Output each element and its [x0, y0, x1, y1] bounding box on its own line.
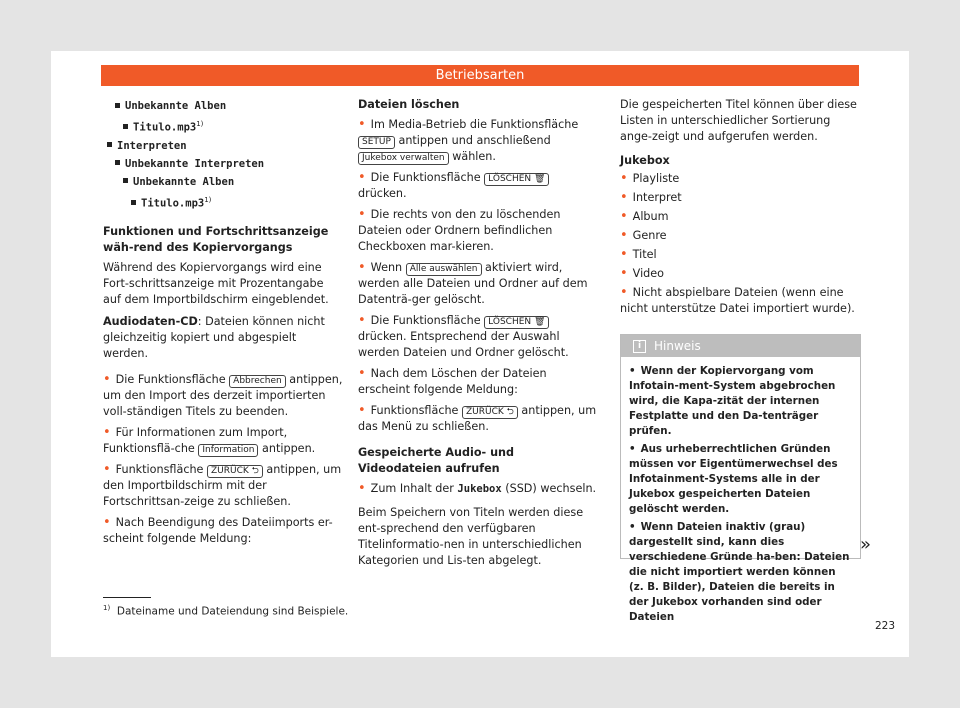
zurueck-button[interactable]: ZURÜCK ⮌ [462, 406, 518, 419]
bullet: • Funktionsfläche ZURÜCK ⮌ antippen, um den Importbildschirm mit der Fortschrittsan-zeige zu schließen. [103, 462, 343, 510]
folder-tree [103, 97, 343, 212]
tree-item: Unbekannte Alben [103, 97, 343, 115]
section-banner: Betriebsarten [101, 65, 859, 86]
zurueck-button[interactable]: ZURÜCK ⮌ [207, 465, 263, 478]
bullet: • Nach Beendigung des Dateiimports er-scheint folgende Meldung: [103, 515, 343, 547]
note-point: • Wenn der Kopiervorgang vom Infotain-ment-System abgebrochen wird, die Kapa-zität der internen Festplatte und den Da-tenträger prüfen. [629, 364, 852, 439]
section-heading: Dateien löschen [358, 98, 460, 111]
information-button[interactable]: Information [198, 444, 258, 457]
paragraph: Beim Speichern von Titeln werden diese ent-sprechend den verfügbaren Titelinformatio-nen in unterschiedlichen Kategorien und Lis-ten abgelegt. [358, 506, 584, 567]
column-middle [358, 97, 601, 575]
paragraph: Die gespeicherten Titel können über diese Listen in unterschiedlicher Sortierung ange-zeigt und aufgerufen werden. [620, 98, 857, 143]
square-bullet-icon [123, 178, 128, 183]
bullet: • Zum Inhalt der Jukebox (SSD) wechseln. [358, 481, 601, 497]
square-bullet-icon [115, 160, 120, 165]
loeschen-button[interactable]: LÖSCHEN 🗑 [484, 316, 549, 329]
tree-item: Titulo.mp3$^{1)}$ [103, 191, 343, 213]
section-heading: Funktionen und Fortschrittsanzeige wäh-rend des Kopiervorgangs [103, 225, 329, 255]
jukebox-heading: Jukebox [620, 154, 670, 167]
note-box [620, 334, 861, 623]
note-point: • Wenn Dateien inaktiv (grau) dargestellt sind, kann dies verschiedene Gründe ha-ben: Dateien die nicht importiert werden können (z. B. Bilder), Dateien die bereits in der Jukebox vorhanden sind oder Dateien [629, 520, 852, 625]
tree-item: Interpreten [103, 137, 343, 155]
setup-button[interactable]: SETUP [358, 136, 395, 149]
section-heading: Gespeicherte Audio- und Videodateien aufrufen [358, 446, 515, 475]
info-icon: i [633, 340, 646, 353]
list-item: • Album [620, 209, 860, 225]
jukebox-list [620, 171, 860, 317]
page-number: 223 [875, 620, 896, 632]
note-body [621, 357, 860, 625]
list-item: • Video [620, 266, 860, 282]
list-item: • Interpret [620, 190, 860, 206]
list-item: • Playliste [620, 171, 860, 187]
bullet: • Wenn Alle auswählen aktiviert wird, werden alle Dateien und Ordner auf dem Datenträ-ger gelöscht. [358, 260, 601, 308]
footnote-divider [103, 597, 151, 598]
note-header: i Hinweis [621, 335, 860, 357]
bullet: • Die rechts von den zu löschenden Dateien oder Ordnern befindlichen Checkboxen mar-kieren. [358, 207, 601, 255]
note-point: • Aus urheberrechtlichen Gründen müssen vor Eigentümerwechsel des Infotainment-Systems alle in der Jukebox gespeicherten Dateien gelöscht werden. [629, 442, 852, 517]
bullet: • Für Informationen zum Import, Funktionsflä-che Information antippen. [103, 425, 343, 457]
jukebox-verwalten-button[interactable]: Jukebox verwalten [358, 152, 449, 165]
bullet: • Die Funktionsfläche LÖSCHEN 🗑 drücken. [358, 170, 601, 202]
column-left [103, 97, 343, 552]
bullet: • Die Funktionsfläche Abbrechen antippen, um den Import des derzeit importierten voll-ständigen Titels zu beenden. [103, 372, 343, 420]
abbrechen-button[interactable]: Abbrechen [229, 375, 286, 388]
bullet: • Im Media-Betrieb die Funktionsfläche SETUP antippen und anschließend Jukebox verwalten wählen. [358, 117, 601, 165]
list-item: • Nicht abspielbare Dateien (wenn eine nicht unterstütze Datei importiert wurde). [620, 285, 860, 317]
square-bullet-icon [115, 103, 120, 108]
list-item: • Titel [620, 247, 860, 263]
paragraph: Audiodaten-CD: Dateien können nicht gleichzeitig kopiert und abgespielt werden. [103, 315, 325, 361]
footnote: $^{1)}$ Dateiname und Dateiendung sind Beispiele. [103, 604, 349, 618]
tree-item: Titulo.mp3$^{1)}$ [103, 115, 343, 137]
square-bullet-icon [123, 124, 128, 129]
square-bullet-icon [107, 142, 112, 147]
continue-arrow-icon: » [860, 534, 872, 555]
square-bullet-icon [131, 200, 136, 205]
paragraph: Während des Kopiervorgangs wird eine Fort-schrittsanzeige mit Prozentangabe auf dem Importbildschirm eingeblendet. [103, 261, 329, 307]
column-right [620, 97, 860, 320]
bullet: • Die Funktionsfläche LÖSCHEN 🗑 drücken. Entsprechend der Auswahl werden Dateien und Ordner gelöscht. [358, 313, 601, 361]
alle-auswaehlen-button[interactable]: Alle auswählen [406, 263, 482, 276]
bullet: • Funktionsfläche ZURÜCK ⮌ antippen, um das Menü zu schließen. [358, 403, 601, 435]
bullet: • Nach dem Löschen der Dateien erscheint folgende Meldung: [358, 366, 601, 398]
list-item: • Genre [620, 228, 860, 244]
tree-item: Unbekannte Interpreten [103, 155, 343, 173]
tree-item: Unbekannte Alben [103, 173, 343, 191]
loeschen-button[interactable]: LÖSCHEN 🗑 [484, 173, 549, 186]
